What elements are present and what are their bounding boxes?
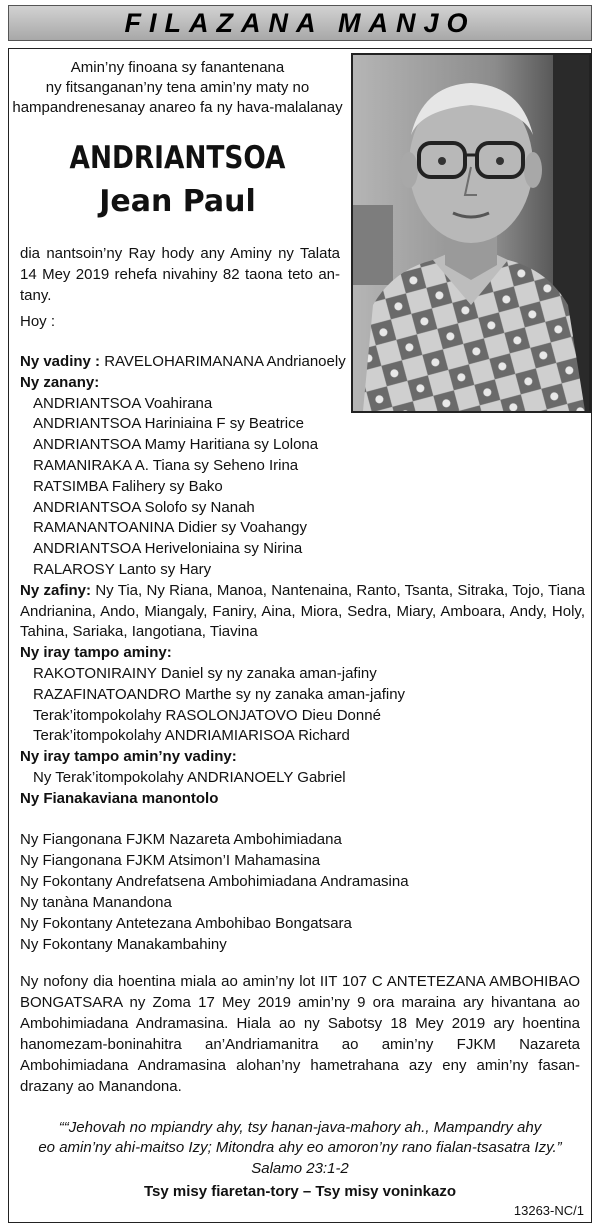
- child-item: ANDRIANTSOA Heriveloniaina sy Nirina: [33, 540, 303, 558]
- sibling-item: RAKOTONIRAINY Daniel sy ny zanaka aman-jafiny: [33, 664, 377, 682]
- hoy-label: Hoy :: [20, 313, 56, 330]
- child-item: RAMANIRAKA A. Tiana sy Seheno Irina: [33, 456, 299, 474]
- children-label: Ny zanany:: [20, 373, 100, 391]
- organization-item: Ny Fiangonana FJKM Atsimon’I Mahamasina: [20, 852, 321, 869]
- quote-line: eo amin’ny ahi-maitso Izy; Mitondra ahy eo amoron’ny rano fialan-tsasatra Izy.”: [38, 1139, 562, 1156]
- intro-line: hampandrenesanay anareo fa ny hava-malalanay: [12, 99, 343, 116]
- organization-item: Ny tanàna Manandona: [20, 894, 172, 911]
- organization-item: Ny Fokontany Antetezana Ambohibao Bongatsara: [20, 915, 352, 932]
- grandchildren-names: Ny Tia, Ny Riana, Manoa, Nantenaina, Ranto, Tsanta, Sitraka, Tojo, Tiana Andrianina, Ando, Miangaly, Faniry, Aina, Miora, Sedra, Miary, Amboara, Andy, Holy, Tahina, Sariaka, Iangotiana, Tiavina: [20, 581, 585, 641]
- sibling-item: RAZAFINATOANDRO Marthe sy ny zanaka aman-jafiny: [33, 685, 406, 703]
- child-item: RALAROSY Lanto sy Hary: [33, 560, 212, 578]
- child-item: ANDRIANTSOA Solofo sy Nanah: [33, 498, 255, 516]
- deceased-given-name: Jean Paul: [99, 184, 256, 219]
- grandchildren-row: [20, 581, 585, 643]
- intro-text: [10, 58, 345, 118]
- child-item: RATSIMBA Falihery sy Bako: [33, 477, 223, 495]
- child-item: RAMANANTOANINA Didier sy Voahangy: [33, 519, 307, 537]
- bible-quote: [20, 1118, 580, 1158]
- child-item: ANDRIANTSOA Mamy Haritiana sy Lolona: [33, 436, 319, 454]
- sibling-item: Terak’itompokolahy RASOLONJATOVO Dieu Donné: [33, 706, 381, 724]
- siblings-label: Ny iray tampo aminy:: [20, 644, 172, 662]
- organizations-list: [20, 829, 580, 955]
- deceased-surname: ANDRIANTSOA: [69, 140, 286, 176]
- burial-details: Ny nofony dia hoentina miala ao amin’ny lot IIT 107 C ANTETEZANA AMBOHIBAO BONGATSARA ny Zoma 17 Mey 2019 amin’ny 9 ora maraina ary hivantana ao Ambohimiadana Andramasina. Hiala ao ny Sabotsy 18 Mey 2019 ary hoentina hanomezam-boninahitra an’Andriamanitra ao amin’ny FJKM Nazareta Ambohimiadana Andramasina alohan’ny hametrahana azy eny amin’ny fasan-drazany ao Manandona.: [20, 973, 580, 1095]
- death-announcement: dia nantsoin’ny Ray hody any Aminy ny Talata 14 Mey 2019 rehefa nivahiny 82 taona teto an-tany.: [20, 245, 340, 304]
- banner-title: FILAZANA MANJO: [124, 7, 476, 38]
- ad-code: 13263-NC/1: [513, 1203, 584, 1218]
- quote-reference: Salamo 23:1-2: [251, 1160, 349, 1177]
- sibling-item: Terak’itompokolahy ANDRIAMIARISOA Richard: [33, 727, 350, 745]
- spouse-name: RAVELOHARIMANANA Andrianoely: [104, 353, 346, 370]
- family-line: Ny Fianakaviana manontolo: [20, 789, 219, 807]
- spouse-row: [20, 352, 585, 373]
- spouse-sibling-item: Ny Terak’itompokolahy ANDRIANOELY Gabriel: [33, 768, 346, 786]
- organization-item: Ny Fokontany Manakambahiny: [20, 936, 227, 953]
- spouse-label: Ny vadiny :: [20, 353, 101, 370]
- header-banner: [8, 5, 592, 41]
- family-list: [20, 352, 585, 810]
- closing-line: Tsy misy fiaretan-tory – Tsy misy voninkazo: [143, 1183, 457, 1200]
- intro-line: Amin’ny finoana sy fanantenana: [70, 59, 285, 76]
- grandchildren-label: Ny zafiny:: [20, 581, 92, 599]
- child-item: ANDRIANTSOA Voahirana: [33, 394, 213, 412]
- spouse-siblings-label: Ny iray tampo amin’ny vadiny:: [20, 748, 237, 766]
- organization-item: Ny Fokontany Andrefatsena Ambohimiadana Andramasina: [20, 873, 409, 890]
- intro-line: ny fitsanganan’ny tena amin’ny maty no: [45, 79, 310, 96]
- organization-item: Ny Fiangonana FJKM Nazareta Ambohimiadana: [20, 831, 342, 848]
- child-item: ANDRIANTSOA Hariniaina F sy Beatrice: [33, 415, 304, 433]
- quote-line: ““Jehovah no mpiandry ahy, tsy hanan-java-mahory ah., Mampandry ahy: [58, 1119, 542, 1136]
